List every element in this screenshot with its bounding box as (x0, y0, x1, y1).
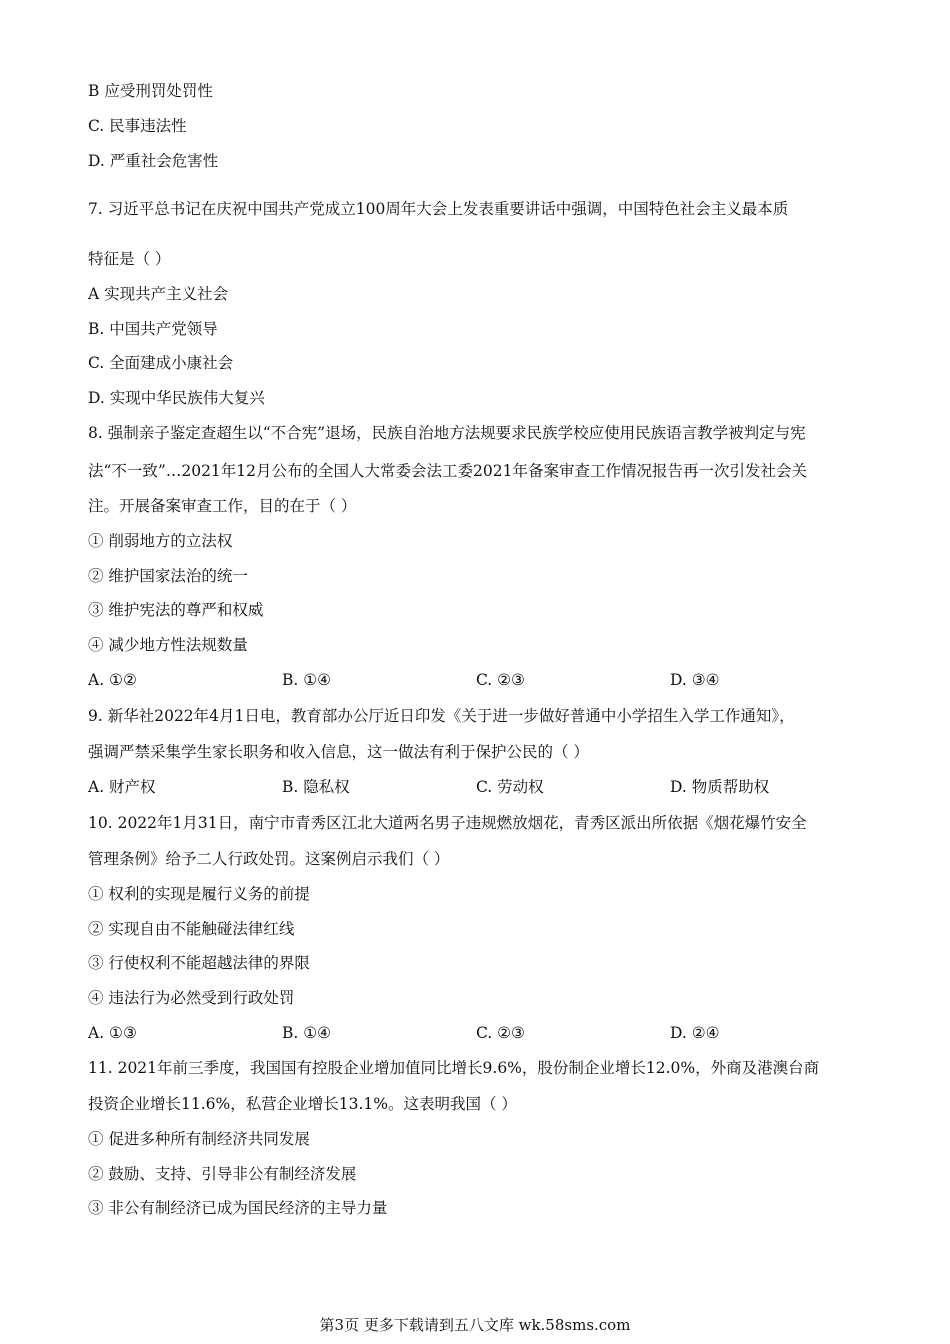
q11-statement-3: ③ 非公有制经济已成为国民经济的主导力量 (88, 1199, 388, 1217)
q8-option-b: B. ①④ (282, 671, 332, 689)
q8-option-c: C. ②③ (476, 671, 525, 689)
q7-option-c: C. 全面建成小康社会 (88, 354, 234, 372)
q8-statement-2: ② 维护国家法治的统一 (88, 567, 248, 585)
q9-option-b: B. 隐私权 (282, 778, 350, 796)
q7-option-d: D. 实现中华民族伟大复兴 (88, 389, 265, 407)
q8-stem-line1: 8. 强制亲子鉴定查超生以“不合宪”退场，民族自治地方法规要求民族学校应使用民族语言教学被判定与宪 (88, 424, 806, 442)
page-footer: 第3页 更多下载请到五八文库 wk.58sms.com (319, 1316, 631, 1334)
q10-stem-line2: 管理条例》给予二人行政处罚。这案例启示我们（ ） (88, 850, 450, 868)
q8-option-d: D. ③④ (670, 671, 720, 689)
q9-stem-line1: 9. 新华社2022年4月1日电，教育部办公厅近日印发《关于进一步做好普通中小学招生入学工作通知》， (88, 707, 795, 725)
q8-option-a: A. ①② (88, 671, 137, 689)
q10-option-b: B. ①④ (282, 1024, 332, 1042)
q11-stem-line1: 11. 2021年前三季度，我国国有控股企业增加值同比增长9.6%，股份制企业增长12.0%，外商及港澳台商 (88, 1059, 820, 1077)
q6-option-b: B 应受刑罚处罚性 (88, 82, 213, 100)
q10-option-a: A. ①③ (88, 1024, 137, 1042)
q11-stem-line2: 投资企业增长11.6%，私营企业增长13.1%。这表明我国（ ） (88, 1095, 517, 1113)
q8-stem-line3: 注。开展备案审查工作，目的在于（ ） (88, 497, 357, 515)
q8-stem-line2: 法“不一致”…2021年12月公布的全国人大常委会法工委2021年备案审查工作情况报告再一次引发社会关 (88, 462, 807, 480)
q7-option-a: A 实现共产主义社会 (88, 285, 229, 303)
q10-option-d: D. ②④ (670, 1024, 720, 1042)
q10-statement-3: ③ 行使权利不能超越法律的界限 (88, 954, 310, 972)
q9-option-a: A. 财产权 (88, 778, 156, 796)
q8-statement-1: ① 削弱地方的立法权 (88, 532, 233, 550)
q7-option-b: B. 中国共产党领导 (88, 320, 218, 338)
q8-statement-4: ④ 减少地方性法规数量 (88, 636, 248, 654)
q11-statement-2: ② 鼓励、支持、引导非公有制经济发展 (88, 1165, 357, 1183)
q10-statement-4: ④ 违法行为必然受到行政处罚 (88, 989, 295, 1007)
q7-stem-line1: 7. 习近平总书记在庆祝中国共产党成立100周年大会上发表重要讲话中强调，中国特色社会主义最本质 (88, 200, 789, 218)
q9-option-d: D. 物质帮助权 (670, 778, 770, 796)
q6-option-c: C. 民事违法性 (88, 117, 187, 135)
q11-statement-1: ① 促进多种所有制经济共同发展 (88, 1130, 310, 1148)
q9-option-c: C. 劳动权 (476, 778, 544, 796)
q10-option-c: C. ②③ (476, 1024, 525, 1042)
q10-statement-2: ② 实现自由不能触碰法律红线 (88, 920, 295, 938)
q10-statement-1: ① 权利的实现是履行义务的前提 (88, 885, 310, 903)
q10-stem-line1: 10. 2022年1月31日，南宁市青秀区江北大道两名男子违规燃放烟花，青秀区派出所依据《烟花爆竹安全 (88, 814, 807, 832)
q8-statement-3: ③ 维护宪法的尊严和权威 (88, 601, 264, 619)
q6-option-d: D. 严重社会危害性 (88, 152, 219, 170)
q9-stem-line2: 强调严禁采集学生家长职务和收入信息，这一做法有利于保护公民的（ ） (88, 743, 589, 761)
q7-stem-line2: 特征是（ ） (88, 250, 171, 268)
